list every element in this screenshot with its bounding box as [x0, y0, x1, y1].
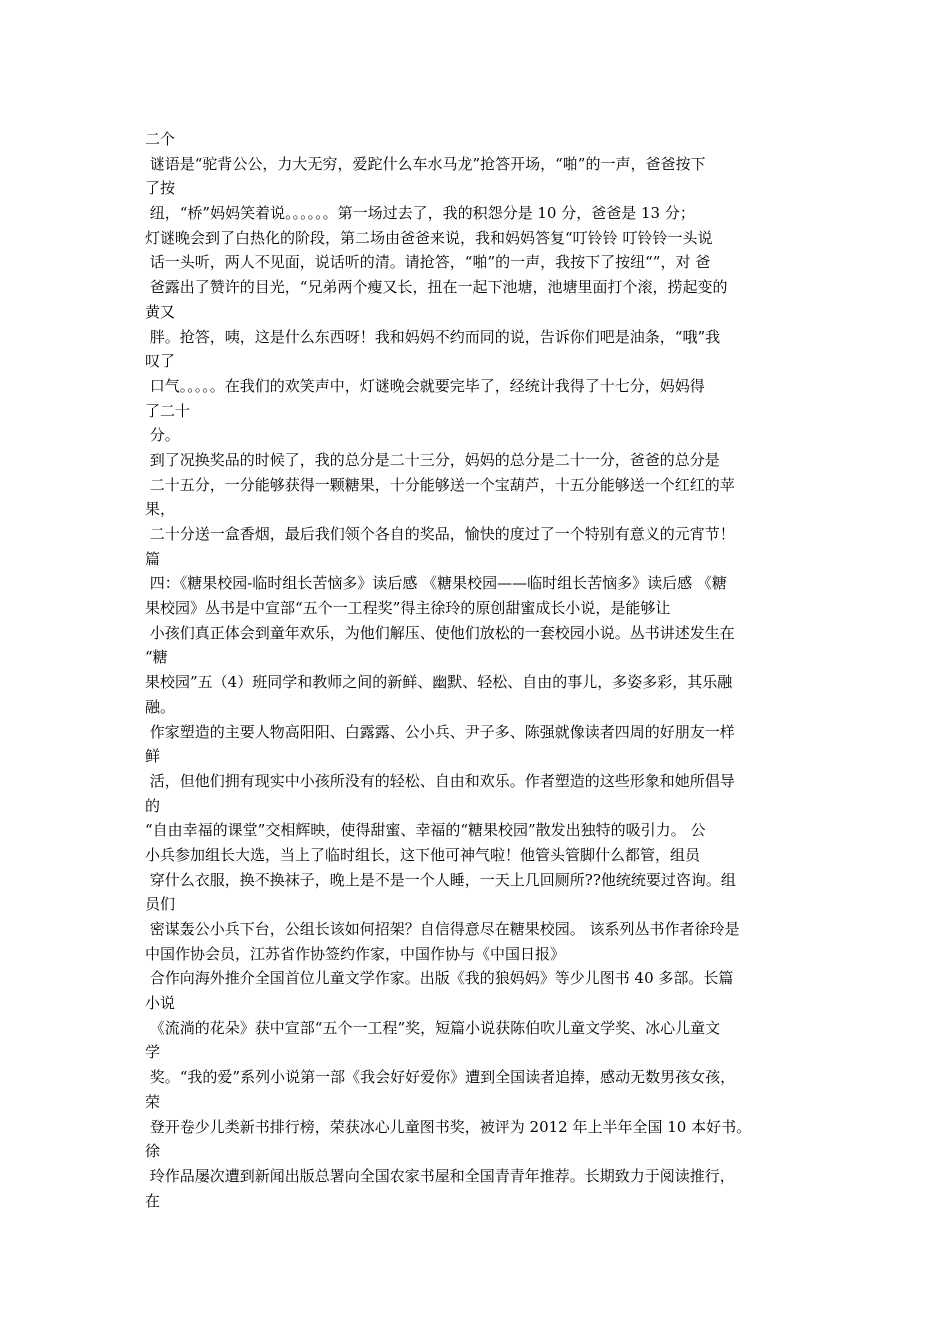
text-line: 黄又	[145, 302, 176, 321]
text-line: 篇	[145, 549, 161, 568]
text-line: 小说	[145, 994, 176, 1013]
text-line: 鲜	[145, 747, 161, 766]
text-line: “自由幸福的课堂”交相辉映，使得甜蜜、幸福的“糖果校园”散发出独特的吸引力。 公	[145, 821, 706, 840]
text-line: 到了况换奖品的时候了，我的总分是二十三分，妈妈的总分是二十一分，爸爸的总分是	[145, 450, 720, 469]
text-line: 在	[145, 1191, 161, 1210]
text-line: 穿什么衣服，换不换袜子，晚上是不是一个人睡，一天上几回厕所??他统统要过咨询。组	[145, 870, 736, 889]
text-line: “糖	[145, 648, 168, 667]
text-line: 爸露出了赞许的目光，“兄弟两个瘦又长，扭在一起下池塘，池塘里面打个滚，捞起变的	[145, 278, 728, 297]
text-line: 口气。。。。。在我们的欢笑声中，灯谜晚会就要完毕了，经统计我得了十七分，妈妈得	[145, 376, 705, 395]
text-line: 小兵参加组长大选，当上了临时组长，这下他可神气啦！他管头管脚什么都管，组员	[145, 845, 701, 864]
text-line: 员们	[145, 895, 176, 914]
text-line: 二个	[145, 130, 176, 148]
text-line: 玲作品屡次遭到新闻出版总署向全国农家书屋和全国青青年推荐。长期致力于阅读推行，	[145, 1166, 735, 1185]
text-line: 小孩们真正体会到童年欢乐，为他们解压、使他们放松的一套校园小说。丛书讲述发生在	[145, 623, 735, 642]
text-line: 荣	[145, 1092, 161, 1111]
text-line: 话一头听，两人不见面，说话听的清。请抢答，“啪”的一声，我按下了按纽“”，对 爸	[145, 253, 711, 272]
text-line: 学	[145, 1043, 161, 1062]
text-line: 的	[145, 796, 161, 815]
text-line: 二十分送一盒香烟，最后我们领个各自的奖品，愉快的度过了一个特别有意义的元宵节！	[145, 525, 735, 543]
text-line: 纽，“桥”妈妈笑着说。。。。。。第一场过去了，我的积怨分是 10 分，爸爸是 13 分；	[145, 204, 695, 223]
text-line: 作家塑造的主要人物高阳阳、白露露、公小兵、尹子多、陈强就像读者四周的好朋友一样	[145, 722, 735, 741]
text-line: 登开卷少儿类新书排行榜，荣获冰心儿童图书奖，被评为 2012 年上半年全国 10 本好书。	[145, 1117, 752, 1136]
text-line: 谜语是“驼背公公，力大无穷，爱跎什么车水马龙”抢答开场，“啪”的一声，爸爸按下	[145, 154, 706, 173]
text-line: 奖。“我的爱”系列小说第一部《我会好好爱你》遭到全国读者追捧，感动无数男孩女孩，	[145, 1068, 736, 1087]
text-line: 了二十	[145, 401, 191, 420]
text-line: 徐	[145, 1142, 161, 1161]
text-line: 四：《糖果校园-临时组长苦恼多》读后感 《糖果校园——临时组长苦恼多》读后感 《糖	[145, 574, 727, 593]
text-line: 分。	[145, 426, 180, 445]
text-line: 果校园”五（4）班同学和教师之间的新鲜、幽默、轻松、自由的事儿，多姿多彩，其乐融	[145, 673, 733, 692]
text-line: 了按	[145, 179, 176, 198]
text-line: 中国作协会员，江苏省作协签约作家，中国作协与《中国日报》	[145, 944, 566, 963]
text-line: 果，	[145, 500, 176, 519]
text-line: 灯谜晚会到了白热化的阶段，第二场由爸爸来说，我和妈妈答复“叮铃铃 叮铃铃一头说	[145, 228, 713, 247]
text-line: 活，但他们拥有现实中小孩所没有的轻松、自由和欢乐。作者塑造的这些形象和她所倡导	[145, 771, 735, 790]
text-line: 胖。抢答，咦，这是什么东西呀！我和妈妈不约而同的说，告诉你们吧是油条，“哦”我	[145, 327, 721, 346]
text-line: 密谋轰公小兵下台，公组长该如何招架？自信得意尽在糖果校园。 该系列丛书作者徐玲是	[145, 920, 740, 938]
document-body	[145, 127, 825, 1213]
text-line: 《流淌的花朵》获中宣部“五个一工程”奖，短篇小说获陈伯吹儿童文学奖、冰心儿童文	[145, 1018, 721, 1037]
text-line: 果校园》丛书是中宣部“五个一工程奖”得主徐玲的原创甜蜜成长小说，是能够让	[145, 599, 671, 618]
text-line: 合作向海外推介全国首位儿童文学作家。出版《我的狼妈妈》等少儿图书 40 多部。长篇	[145, 969, 734, 988]
text-line: 叹了	[145, 352, 176, 371]
text-line: 融。	[145, 697, 176, 716]
text-line: 二十五分，一分能够获得一颗糖果，十分能够送一个宝葫芦，十五分能够送一个红红的苹	[145, 475, 735, 494]
